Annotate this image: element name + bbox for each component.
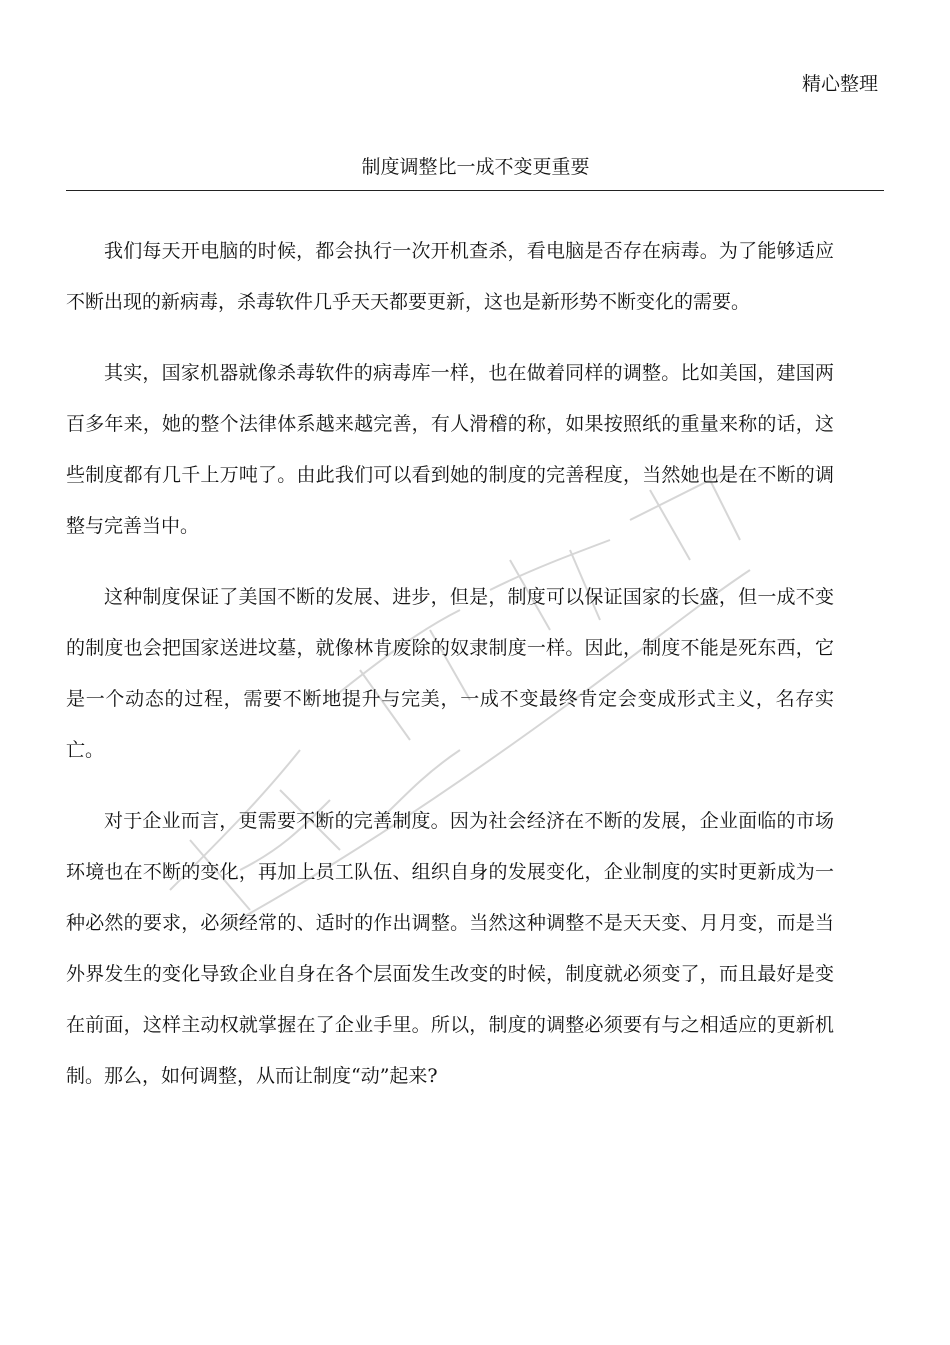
document-title: 制度调整比一成不变更重要 <box>361 156 590 178</box>
paragraph-1: 我们每天开电脑的时候，都会执行一次开机查杀，看电脑是否存在病毒。为了能够适应不断出现的新病毒，杀毒软件几乎天天都要更新，这也是新形势不断变化的需要。 <box>66 240 834 313</box>
paragraph-3: 这种制度保证了美国不断的发展、进步，但是，制度可以保证国家的长盛，但一成不变的制度也会把国家送进坟墓，就像林肯废除的奴隶制度一样。因此，制度不能是死东西，它是一个动态的过程，需要不断地提升与完美，一成不变最终肯定会变成形式主义，名存实亡。 <box>66 586 834 761</box>
header-note: 精心整理 <box>801 73 878 95</box>
document-body <box>66 226 834 1122</box>
title-divider <box>66 190 884 191</box>
paragraph-2: 其实，国家机器就像杀毒软件的病毒库一样，也在做着同样的调整。比如美国，建国两百多年来，她的整个法律体系越来越完善，有人滑稽的称，如果按照纸的重量来称的话，这些制度都有几千上万吨了。由此我们可以看到她的制度的完善程度，当然她也是在不断的调整与完善当中。 <box>66 362 834 537</box>
paragraph-4: 对于企业而言，更需要不断的完善制度。因为社会经济在不断的发展，企业面临的市场环境也在不断的变化，再加上员工队伍、组织自身的发展变化，企业制度的实时更新成为一种必然的要求，必须经常的、适时的作出调整。当然这种调整不是天天变、月月变，而是当外界发生的变化导致企业自身在各个层面发生改变的时候，制度就必须变了，而且最好是变在前面，这样主动权就掌握在了企业手里。所以，制度的调整必须要有与之相适应的更新机制。那么，如何调整，从而让制度“动”起来? <box>66 810 834 1087</box>
